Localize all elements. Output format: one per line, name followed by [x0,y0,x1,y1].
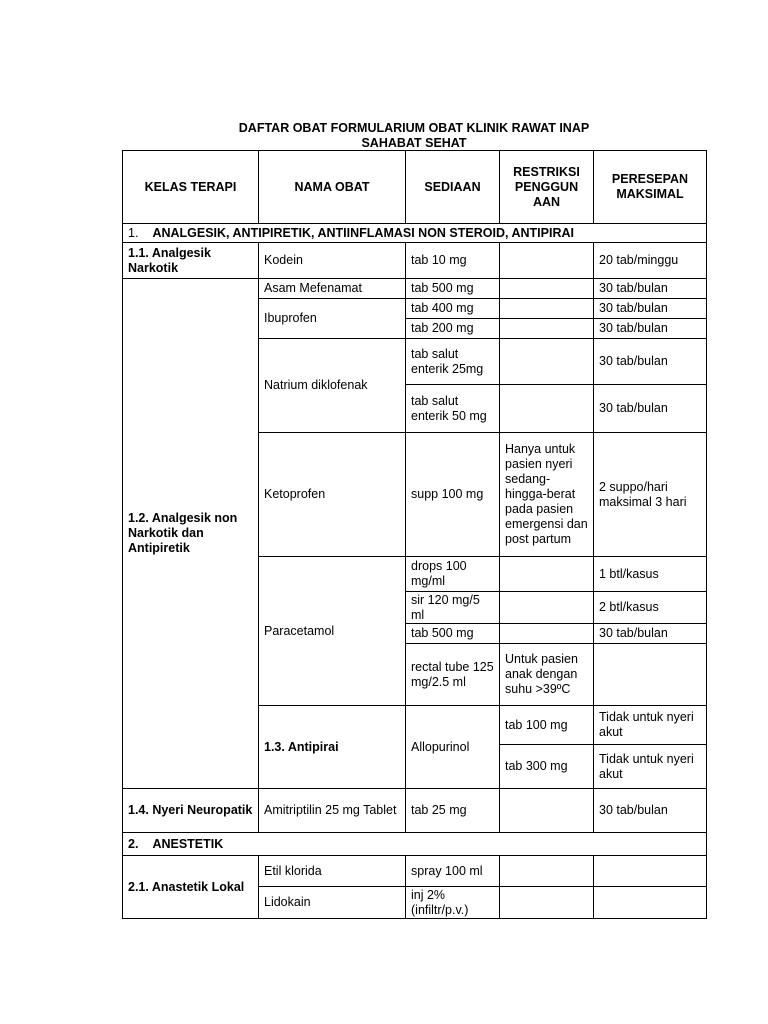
restriksi-cell [500,856,594,887]
drug-name: Amitriptilin 25 mg Tablet [259,789,406,833]
maks-cell: 30 tab/bulan [594,319,707,339]
restriksi-cell [500,243,594,279]
maks-cell: 2 btl/kasus [594,592,707,624]
restriksi-cell [500,592,594,624]
drug-name: Kodein [259,243,406,279]
restriksi-cell [500,339,594,385]
drug-name: Lidokain [259,887,406,919]
drug-name: Allopurinol [406,706,500,789]
restriksi-cell [500,557,594,592]
category-cell: 1.3. Antipirai [259,706,406,789]
sediaan-cell: supp 100 mg [406,433,500,557]
section-row [123,224,707,243]
document-title: DAFTAR OBAT FORMULARIUM OBAT KLINIK RAWAT INAP [238,121,590,135]
section-2 [123,833,707,856]
sediaan-cell: tab 400 mg [406,299,500,319]
maks-cell: 20 tab/minggu [594,243,707,279]
restriksi-cell [500,624,594,644]
header-restriksi: RESTRIKSI PENGGUN AAN [500,151,594,224]
header-kelas-terapi: KELAS TERAPI [123,151,259,224]
maks-cell: 30 tab/bulan [594,385,707,433]
maks-cell: 30 tab/bulan [594,624,707,644]
restriksi-cell [500,789,594,833]
restriksi-cell [500,887,594,919]
document-subtitle: SAHABAT SEHAT [361,136,467,150]
drug-name: Paracetamol [259,557,406,706]
maks-cell [594,644,707,706]
sediaan-cell: tab 10 mg [406,243,500,279]
restriksi-cell [500,279,594,299]
restriksi-cell: Untuk pasien anak dengan suhu >39ºC [500,644,594,706]
maks-cell: 2 suppo/hari maksimal 3 hari [594,433,707,557]
header-nama-obat: NAMA OBAT [259,151,406,224]
table-row [123,856,707,887]
restriksi-cell: Tidak untuk nyeri akut [594,706,707,745]
sediaan-cell: tab 500 mg [406,624,500,644]
drug-name: Etil klorida [259,856,406,887]
drug-name: Ketoprofen [259,433,406,557]
table-row [123,789,707,833]
sediaan-cell: tab 25 mg [406,789,500,833]
header-peresepan: PERESEPAN MAKSIMAL [594,151,707,224]
maks-cell: 30 tab/bulan [594,789,707,833]
maks-cell [594,856,707,887]
maks-cell: 30 tab/bulan [594,339,707,385]
sediaan-cell: spray 100 ml [406,856,500,887]
drug-name: Ibuprofen [259,299,406,339]
restriksi-cell [500,385,594,433]
sediaan-cell: sir 120 mg/5 ml [406,592,500,624]
category-cell: 1.1. Analgesik Narkotik [123,243,259,279]
category-cell: 2.1. Anastetik Lokal [123,856,259,919]
sediaan-cell: tab 300 mg [500,745,594,789]
section-number: 2. [128,836,139,851]
section-row [123,833,707,856]
restriksi-cell [500,319,594,339]
drug-name: Natrium diklofenak [259,339,406,433]
sediaan-cell: rectal tube 125 mg/2.5 ml [406,644,500,706]
maks-cell: 30 tab/bulan [594,299,707,319]
section-1 [123,224,707,243]
category-cell: 1.2. Analgesik non Narkotik dan Antipiretik [123,279,259,789]
category-cell: 1.4. Nyeri Neuropatik [123,789,259,833]
formulary-table [122,150,707,919]
header-sediaan: SEDIAAN [406,151,500,224]
restriksi-cell: Hanya untuk pasien nyeri sedang-hingga-berat pada pasien emergensi dan post partum [500,433,594,557]
sediaan-cell: tab 100 mg [500,706,594,745]
maks-cell [594,887,707,919]
section-number: 1. [128,225,139,240]
sediaan-cell: inj 2% (infiltr/p.v.) [406,887,500,919]
restriksi-cell [500,299,594,319]
drug-name: Asam Mefenamat [259,279,406,299]
sediaan-cell: tab salut enterik 25mg [406,339,500,385]
header-row [123,151,707,224]
sediaan-cell: tab salut enterik 50 mg [406,385,500,433]
maks-cell: 1 btl/kasus [594,557,707,592]
sediaan-cell: drops 100 mg/ml [406,557,500,592]
sediaan-cell: tab 500 mg [406,279,500,299]
table-row [123,243,707,279]
sediaan-cell: tab 200 mg [406,319,500,339]
maks-cell: 30 tab/bulan [594,279,707,299]
section-label: ANESTETIK [152,836,224,851]
section-label: ANALGESIK, ANTIPIRETIK, ANTIINFLAMASI NON STEROID, ANTIPIRAI [152,225,574,240]
restriksi-cell: Tidak untuk nyeri akut [594,745,707,789]
table-row [123,279,707,299]
